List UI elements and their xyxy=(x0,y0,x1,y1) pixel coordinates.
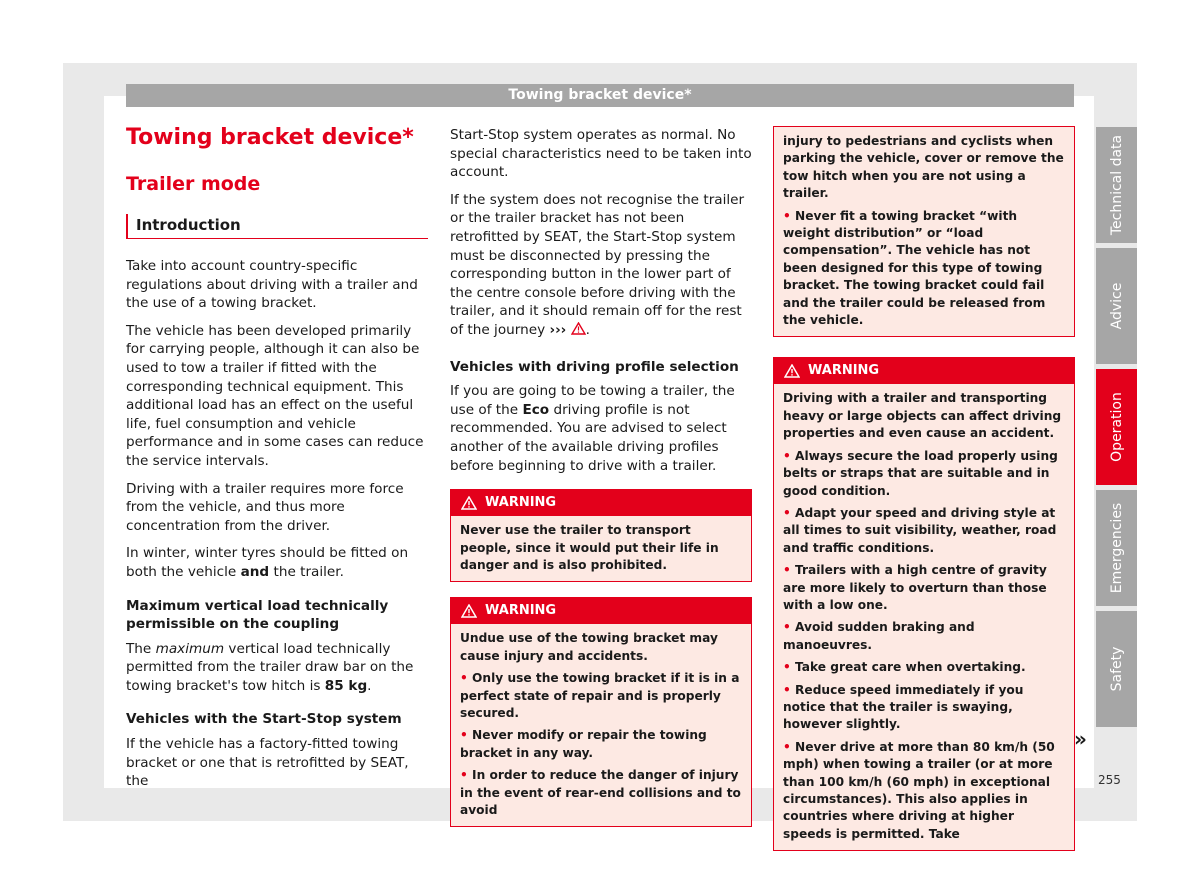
warning-text xyxy=(451,624,751,826)
paragraph: Driving with a trailer requires more force from the vehicle, and thus more concentration from the driver. xyxy=(126,480,404,534)
subheading: Maximum vertical load technically permissible on the coupling xyxy=(126,597,389,633)
running-header: Towing bracket device* xyxy=(126,84,1074,107)
cross-reference-arrows[interactable]: ››› xyxy=(549,321,567,338)
paragraph: The maximum vertical load technically permitted from the trailer draw bar on the towing bracket's tow hitch is 85 kg. xyxy=(126,640,414,694)
paragraph: If the system does not recognise the trailer or the trailer bracket has not been retrofitted by SEAT, the Start-Stop system must be disconnected by pressing the corresponding button in the lower part of the centre console before driving with the trailer, and it should remain off for the rest of the journey ››› . xyxy=(450,191,745,338)
warning-bullet: • Avoid sudden braking and manoeuvres. xyxy=(783,620,975,652)
column-2 xyxy=(450,126,752,827)
warning-label: WARNING xyxy=(485,603,557,619)
tab-emergencies[interactable]: Emergencies xyxy=(1096,490,1137,606)
warning-triangle-icon xyxy=(461,604,477,618)
warning-triangle-icon xyxy=(571,322,586,335)
warning-triangle-icon xyxy=(784,364,800,378)
warning-intro: Driving with a trailer and transporting heavy or large objects can affect driving properties and even cause an accident. xyxy=(783,391,1062,441)
paragraph: If the vehicle has a factory-fitted towing bracket or one that is retrofitted by SEAT, the xyxy=(126,736,409,790)
paragraph: The vehicle has been developed primarily for carrying people, although it can also be used to tow a trailer if fitted with the corresponding technical equipment. This additional load has an effect on the useful life, fuel consumption and vehicle performance and in some cases can reduce the service intervals. xyxy=(126,322,424,469)
warning-bullet: • Adapt your speed and driving style at all times to suit visibility, weather, road and traffic conditions. xyxy=(783,505,1057,555)
page-number: 255 xyxy=(1098,773,1121,787)
warning-header xyxy=(774,358,1074,384)
warning-box xyxy=(773,357,1075,851)
warning-bullet: • Take great care when overtaking. xyxy=(783,660,1026,675)
warning-bullet: • Only use the towing bracket if it is in a perfect state of repair and is properly secured. xyxy=(460,671,740,720)
warning-continuation: injury to pedestrians and cyclists when parking the vehicle, cover or remove the tow hitch when you are not using a trailer. • Never fit a towing bracket “with weight distribution” or “load compensation”. The vehicle has not been designed for this type of towing bracket. The towing bracket could fail and the trailer could be released from the vehicle. xyxy=(773,126,1075,337)
warning-bullet: • Never drive at more than 80 km/h (50 mph) when towing a trailer (or at more than 100 km/h (60 mph) in exceptional circumstances). This also applies in countries where driving at higher speeds is permitted. Take xyxy=(783,739,1055,841)
warning-bullet: • Never modify or repair the towing bracket in any way. xyxy=(460,728,707,760)
warning-bullet: • Trailers with a high centre of gravity are more likely to overturn than those with a low one. xyxy=(783,563,1047,612)
tab-safety[interactable]: Safety xyxy=(1096,611,1137,727)
warning-label: WARNING xyxy=(808,363,880,379)
paragraph: If you are going to be towing a trailer, the use of the Eco driving profile is not recommended. You are advised to select another of the available driving profiles before beginning to drive with a trailer. xyxy=(450,383,735,474)
warning-header xyxy=(451,490,751,516)
warning-bullet: • Never fit a towing bracket “with weight distribution” or “load compensation”. The vehicle has not been designed for this type of towing bracket. The towing bracket could fail and the trailer could be released from the vehicle. xyxy=(783,208,1046,328)
warning-intro: Undue use of the towing bracket may cause injury and accidents. xyxy=(460,631,718,663)
warning-label: WARNING xyxy=(485,495,557,511)
continue-marker: » xyxy=(1074,727,1087,751)
warning-box xyxy=(450,597,752,827)
column-1 xyxy=(126,120,428,791)
paragraph: Start-Stop system operates as normal. No special characteristics need to be taken into account. xyxy=(450,127,752,181)
subheading: Vehicles with driving profile selection xyxy=(450,358,739,375)
subheading: Vehicles with the Start-Stop system xyxy=(126,711,402,728)
tab-operation[interactable]: Operation xyxy=(1096,369,1137,485)
warning-text xyxy=(774,384,1074,850)
warning-box xyxy=(450,489,752,582)
warning-header xyxy=(451,598,751,624)
warning-text: Never use the trailer to transport people, since it would put their life in danger and is also prohibited. xyxy=(460,523,719,572)
warning-bullet: • In order to reduce the danger of injury in the event of rear-end collisions and to avoid xyxy=(460,768,741,817)
paragraph: In winter, winter tyres should be fitted on both the vehicle and the trailer. xyxy=(126,545,409,580)
paragraph: Take into account country-specific regulations about driving with a trailer and the use of a towing bracket. xyxy=(126,258,418,312)
column-3 xyxy=(773,126,1075,851)
page-title: Towing bracket device* xyxy=(126,125,414,150)
warning-bullet: • Reduce speed immediately if you notice that the trailer is swaying, however slightly. xyxy=(783,682,1024,732)
tab-technical-data[interactable]: Technical data xyxy=(1096,127,1137,243)
section-title: Trailer mode xyxy=(126,173,261,195)
subsection-heading: Introduction xyxy=(126,214,428,239)
tab-advice[interactable]: Advice xyxy=(1096,248,1137,364)
warning-bullet: • Always secure the load properly using belts or straps that are suitable and in good condition. xyxy=(783,448,1058,498)
warning-triangle-icon xyxy=(461,496,477,510)
